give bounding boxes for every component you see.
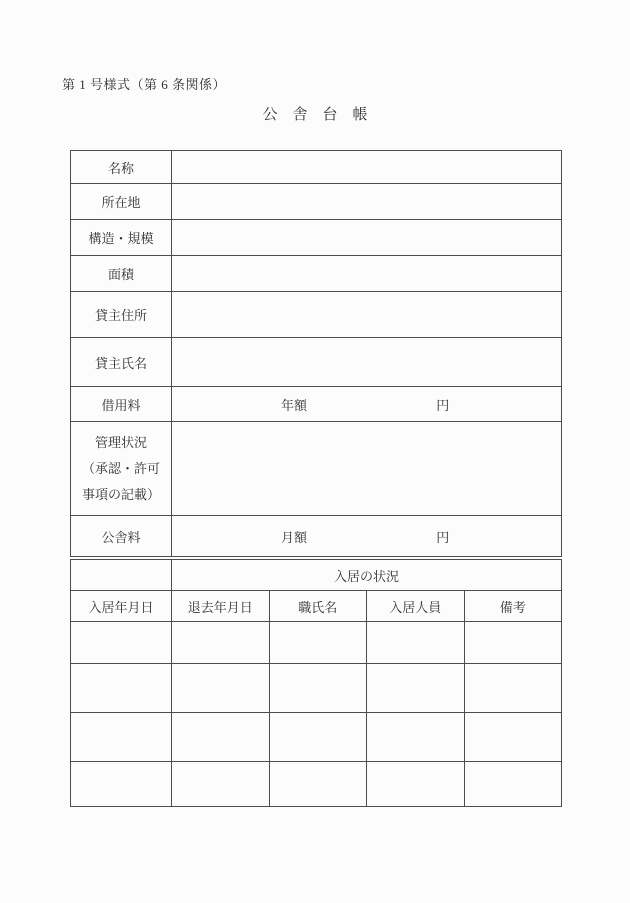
row-area [71,256,562,292]
occupancy-title-spacer-cell [71,560,172,591]
cell [269,664,367,713]
management-label-line1: 管理状況 [94,434,147,450]
row-name [71,151,562,184]
column-header-remarks: 備考 [464,591,562,622]
lender-name-label: 貸主氏名 [71,338,172,387]
cell [269,713,367,762]
rental-fee-value-cell [172,387,562,422]
cell [464,713,562,762]
residence-fee-unit-label: 円 [436,529,450,545]
management-status-value-cell [172,422,562,516]
form-number: 第 1 号様式（第 6 条関係） [62,77,227,92]
management-status-label [71,422,172,516]
residence-fee-label: 公舎料 [71,516,172,557]
management-label-line3: 事項の記載） [81,486,160,502]
name-label: 名称 [71,151,172,184]
occupancy-row-1 [71,622,562,664]
rental-fee-unit-label: 円 [436,397,450,413]
occupancy-row-2 [71,664,562,713]
occupancy-table [70,559,562,807]
column-header-move-in-date: 入居年月日 [71,591,172,622]
row-management-status [71,422,562,516]
cell [464,762,562,807]
row-structure [71,220,562,256]
cell [71,762,172,807]
area-label: 面積 [71,256,172,292]
cell [269,762,367,807]
rental-fee-period-label: 年額 [281,397,308,413]
cell [172,713,270,762]
cell [367,762,465,807]
cell [367,622,465,664]
row-residence-fee [71,516,562,557]
document-title: 公 舎 台 帳 [262,107,368,123]
ledger-form [70,150,562,807]
residence-fee-period-label: 月額 [281,529,308,545]
cell [172,664,270,713]
row-location [71,184,562,220]
occupancy-section-title: 入居の状況 [172,560,562,591]
area-value-cell [172,256,562,292]
cell [367,713,465,762]
occupancy-row-4 [71,762,562,807]
cell [172,622,270,664]
lender-address-value-cell [172,292,562,338]
structure-value-cell [172,220,562,256]
cell [269,622,367,664]
row-lender-name [71,338,562,387]
cell [367,664,465,713]
property-info-table [70,150,562,557]
location-value-cell [172,184,562,220]
row-lender-address [71,292,562,338]
lender-address-label: 貸主住所 [71,292,172,338]
cell [464,622,562,664]
occupancy-title-row [71,560,562,591]
structure-label: 構造・規模 [71,220,172,256]
location-label: 所在地 [71,184,172,220]
occupancy-header-row [71,591,562,622]
cell [464,664,562,713]
column-header-occupants: 入居人員 [367,591,465,622]
residence-fee-value-cell [172,516,562,557]
cell [172,762,270,807]
lender-name-value-cell [172,338,562,387]
cell [71,713,172,762]
management-label-line2: （承認・許可 [81,460,160,476]
cell [71,664,172,713]
occupancy-row-3 [71,713,562,762]
cell [71,622,172,664]
column-header-move-out-date: 退去年月日 [172,591,270,622]
row-rental-fee [71,387,562,422]
rental-fee-label: 借用料 [71,387,172,422]
column-header-title-name: 職氏名 [269,591,367,622]
name-value-cell [172,151,562,184]
